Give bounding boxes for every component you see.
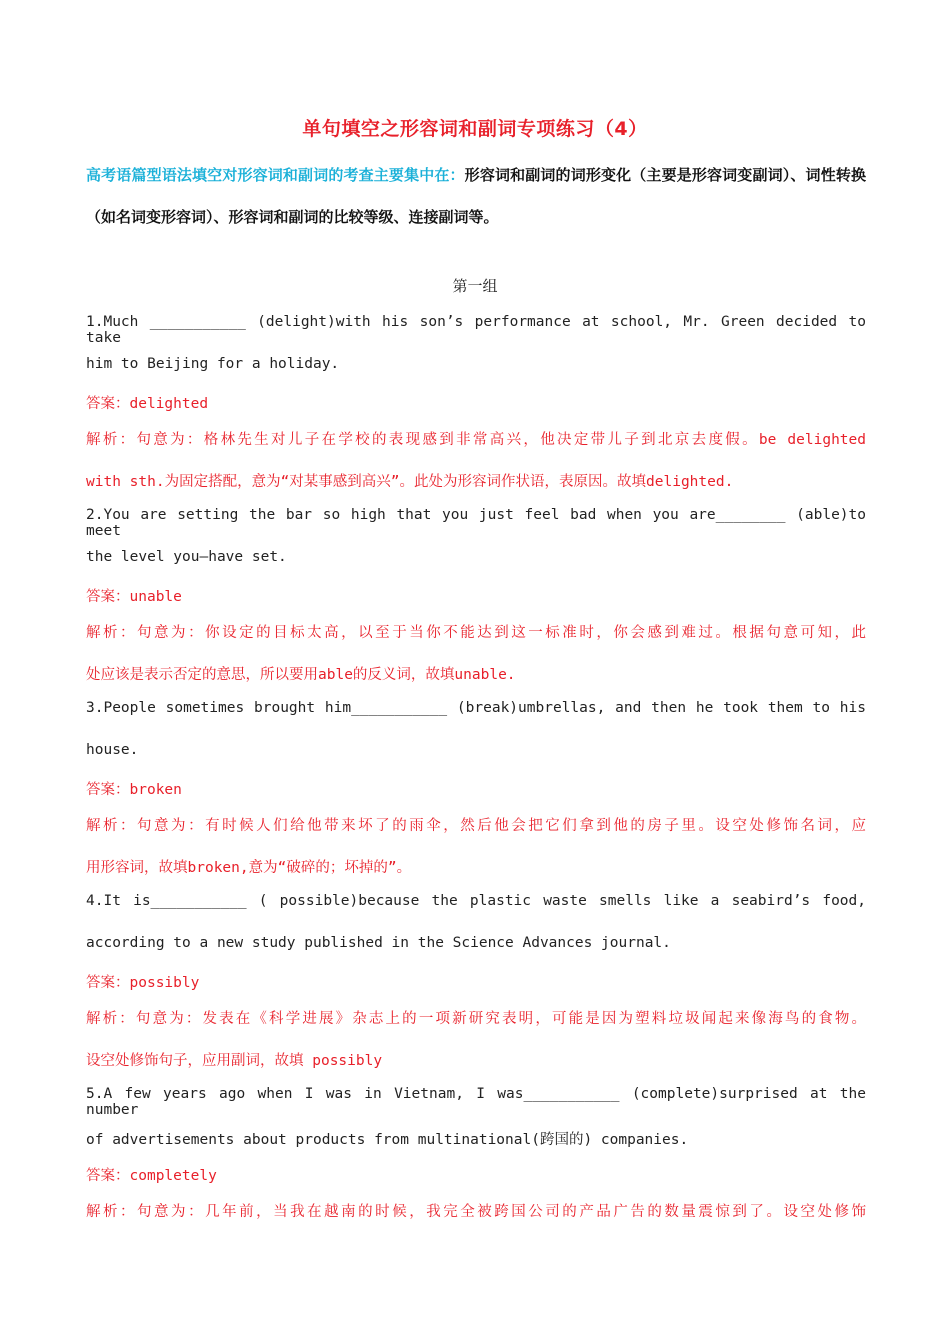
question-3-line-2: house.: [86, 742, 139, 758]
question-3-line-1: 3.People sometimes brought him___________ (break)umbrellas, and then he took them to his: [86, 700, 866, 716]
answer-3: 答案：broken: [86, 782, 182, 798]
analysis-4-line-2: 设空处修饰句子，应用副词，故填 possibly: [86, 1053, 383, 1069]
page-title: 单句填空之形容词和副词专项练习（4）: [302, 118, 648, 140]
answer-4: 答案：possibly: [86, 975, 200, 991]
group-heading: 第一组: [452, 277, 498, 295]
analysis-2-line-1: 解析：句意为：你设定的目标太高，以至于当你不能达到这一标准时，你会感到难过。根据句意可知，此: [86, 625, 866, 641]
answer-1: 答案：delighted: [86, 396, 209, 412]
intro-highlight: 高考语篇型语法填空对形容词和副词的考查主要集中在：: [86, 166, 465, 184]
intro-paragraph: [86, 154, 866, 238]
answer-2: 答案：unable: [86, 589, 182, 605]
analysis-3-line-1: 解析：句意为：有时候人们给他带来坏了的雨伞，然后他会把它们拿到他的房子里。设空处修饰名词，应: [86, 818, 866, 834]
analysis-3-line-2: 用形容词，故填broken,意为“破碎的；坏掉的”。: [86, 860, 412, 876]
question-1-line-2: him to Beijing for a holiday.: [86, 356, 340, 372]
question-2-line-1: 2.You are setting the bar so high that you just feel bad when you are________ (able)to meet: [86, 507, 866, 539]
question-4-line-1: 4.It is___________ ( possible)because the plastic waste smells like a seabird’s food,: [86, 893, 866, 909]
answer-5: 答案：completely: [86, 1168, 217, 1184]
question-5-line-2: of advertisements about products from multinational(跨国的) companies.: [86, 1132, 689, 1148]
question-1-line-1: 1.Much ___________ (delight)with his son’s performance at school, Mr. Green decided to take: [86, 314, 866, 346]
intro-text: 形容词和副词的词形变化（主要是形容词变副词）、词性转换（如名词变形容词）、形容词和副词的比较等级、连接副词等。: [86, 166, 866, 226]
question-5-line-1: 5.A few years ago when I was in Vietnam, I was___________ (complete)surprised at the number: [86, 1086, 866, 1118]
analysis-5-line-1: 解析：句意为：几年前，当我在越南的时候，我完全被跨国公司的产品广告的数量震惊到了。设空处修饰: [86, 1204, 866, 1220]
analysis-1-line-2: with sth.为固定搭配，意为“对某事感到高兴”。此处为形容词作状语，表原因。故填delighted.: [86, 474, 734, 490]
analysis-4-line-1: 解析：句意为：发表在《科学进展》杂志上的一项新研究表明，可能是因为塑料垃圾闻起来像海鸟的食物。: [86, 1011, 866, 1027]
analysis-2-line-2: 处应该是表示否定的意思，所以要用able的反义词，故填unable.: [86, 667, 516, 683]
question-2-line-2: the level you—have set.: [86, 549, 287, 565]
analysis-1-line-1: 解析：句意为：格林先生对儿子在学校的表现感到非常高兴，他决定带儿子到北京去度假。be delighted: [86, 432, 866, 448]
question-4-line-2: according to a new study published in the Science Advances journal.: [86, 935, 671, 951]
